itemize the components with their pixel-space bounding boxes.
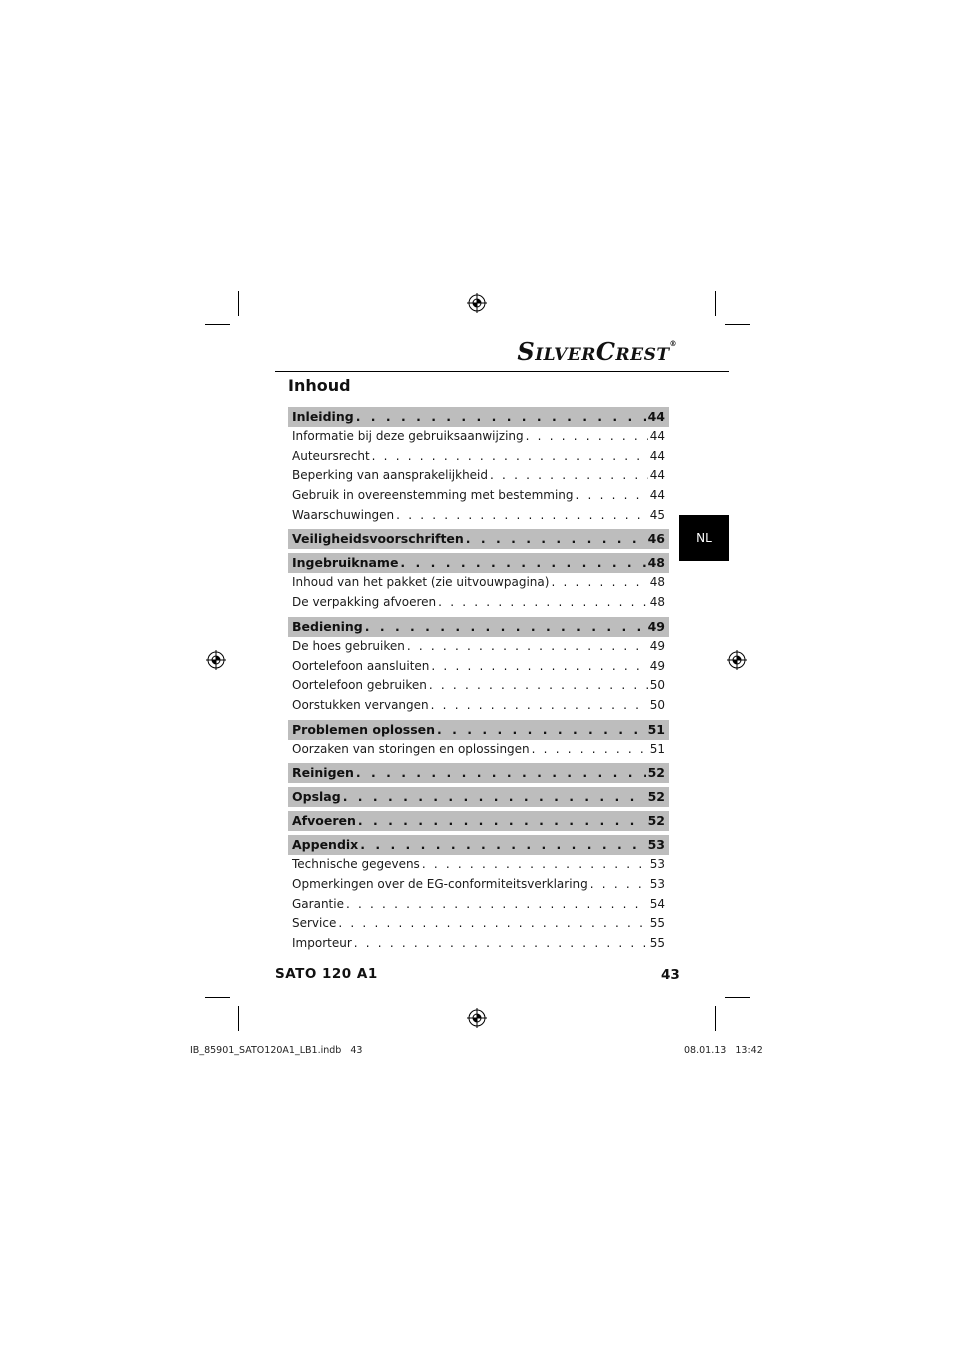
slug-date: 08.01.13 xyxy=(684,1045,727,1056)
slug-time: 13:42 xyxy=(735,1045,763,1056)
toc-page-number: 51 xyxy=(647,721,665,737)
toc-page-number: 50 xyxy=(649,697,665,712)
toc-leader xyxy=(490,466,648,486)
toc-label: Oorstukken vervangen xyxy=(292,697,429,712)
toc-leader xyxy=(437,720,646,740)
toc-leader xyxy=(400,553,645,573)
toc-item-row xyxy=(288,934,669,954)
toc-label: Importeur xyxy=(292,936,352,950)
toc-page-number: 49 xyxy=(649,638,665,653)
toc-leader xyxy=(407,637,648,657)
toc-leader xyxy=(356,407,646,427)
toc-page-number: 52 xyxy=(647,765,665,781)
toc-label: Problemen oplossen xyxy=(292,721,436,737)
toc-leader xyxy=(438,593,648,613)
toc-section-row xyxy=(288,553,669,573)
footer-model: SATO 120 A1 xyxy=(275,966,378,982)
toc-leader xyxy=(358,811,646,831)
toc-page-number: 44 xyxy=(647,409,665,424)
toc-leader xyxy=(526,427,648,447)
crop-mark xyxy=(715,291,716,316)
brand-letters: ILVER xyxy=(535,345,596,365)
toc-leader xyxy=(360,835,645,855)
toc-page-number: 52 xyxy=(647,789,665,805)
slug-filename: IB_85901_SATO120A1_LB1.indb 43 xyxy=(190,1045,363,1056)
toc-section-row xyxy=(288,617,669,637)
toc-leader xyxy=(551,573,647,593)
toc-page-number: 44 xyxy=(649,488,665,503)
toc-item-row xyxy=(288,573,669,593)
toc-label: De hoes gebruiken xyxy=(292,638,405,653)
toc-leader xyxy=(466,529,646,549)
toc-item-row xyxy=(288,486,669,506)
brand-letter: C xyxy=(595,337,616,366)
toc-item-row xyxy=(288,875,669,895)
toc-page-number: 55 xyxy=(649,936,665,950)
toc-item-row xyxy=(288,506,669,526)
toc-leader xyxy=(365,617,646,637)
crop-mark xyxy=(715,1006,716,1031)
toc-leader xyxy=(343,787,646,807)
toc-item-row xyxy=(288,855,669,875)
toc-leader xyxy=(532,740,648,760)
toc-item-row xyxy=(288,593,669,613)
toc-page-number: 49 xyxy=(647,618,665,634)
toc-label: Beperking van aansprakelijkheid xyxy=(292,468,489,483)
toc-label: De verpakking afvoeren xyxy=(292,595,437,610)
toc-label: Waarschuwingen xyxy=(292,507,395,522)
crop-mark xyxy=(205,997,230,998)
toc-page-number: 44 xyxy=(649,429,665,443)
toc-item-row xyxy=(288,466,669,486)
toc-label: Informatie bij deze gebruiksaanwijzing xyxy=(292,429,524,443)
toc-page-number: 50 xyxy=(649,678,665,693)
toc-page-number: 49 xyxy=(649,658,665,673)
toc-label: Ingebruikname xyxy=(292,555,399,571)
toc-leader xyxy=(590,875,648,895)
toc-item-row xyxy=(288,914,669,934)
toc-label: Oorzaken van storingen en oplossingen xyxy=(292,741,530,756)
toc-item-row xyxy=(288,895,669,915)
table-of-contents xyxy=(288,407,669,954)
registration-mark-icon xyxy=(206,650,226,670)
toc-page-number: 48 xyxy=(649,595,665,610)
crop-mark xyxy=(205,324,230,325)
brand-letters: REST xyxy=(615,345,670,365)
toc-item-row xyxy=(288,740,669,760)
toc-section-row xyxy=(288,835,669,855)
toc-page-number: 52 xyxy=(647,813,665,829)
toc-page-number: 53 xyxy=(647,837,665,853)
toc-section-row xyxy=(288,787,669,807)
toc-leader xyxy=(346,895,648,915)
crop-mark xyxy=(725,997,750,998)
registration-mark-icon xyxy=(467,1008,487,1028)
toc-leader xyxy=(354,934,648,954)
toc-page-number: 48 xyxy=(649,575,665,590)
crop-mark xyxy=(238,291,239,316)
toc-label: Inhoud van het pakket (zie uitvouwpagina) xyxy=(292,575,550,590)
toc-label: Bediening xyxy=(292,618,363,634)
toc-label: Veiligheidsvoorschriften xyxy=(292,531,464,547)
toc-label: Oortelefoon aansluiten xyxy=(292,658,430,673)
toc-section-row xyxy=(288,720,669,740)
brand-logo xyxy=(517,337,677,366)
toc-page-number: 48 xyxy=(647,555,665,571)
toc-label: Garantie xyxy=(292,896,344,911)
toc-label: Inleiding xyxy=(292,409,354,424)
toc-item-row xyxy=(288,447,669,467)
toc-section-row xyxy=(288,763,669,783)
toc-page-number: 46 xyxy=(647,531,665,547)
toc-page-number: 53 xyxy=(649,876,665,891)
toc-page-number: 53 xyxy=(649,857,665,872)
toc-page-number: 45 xyxy=(649,507,665,522)
toc-page-number: 54 xyxy=(649,896,665,911)
page-number: 43 xyxy=(661,967,680,983)
toc-item-row xyxy=(288,427,669,447)
registration-mark-icon xyxy=(727,650,747,670)
toc-label: Reinigen xyxy=(292,765,354,781)
crop-mark xyxy=(238,1006,239,1031)
toc-label: Technische gegevens xyxy=(292,857,420,872)
toc-page-number: 44 xyxy=(649,468,665,483)
toc-label: Service xyxy=(292,916,337,931)
toc-item-row xyxy=(288,676,669,696)
toc-leader xyxy=(338,914,647,934)
toc-item-row xyxy=(288,657,669,677)
toc-leader xyxy=(396,506,648,526)
toc-label: Opmerkingen over de EG-conformiteitsverklaring xyxy=(292,876,588,891)
registration-mark-icon xyxy=(467,293,487,313)
toc-page-number: 44 xyxy=(649,448,665,463)
toc-leader xyxy=(372,447,648,467)
slug-timestamp xyxy=(684,1045,763,1056)
registered-mark: ® xyxy=(669,339,677,348)
crop-mark xyxy=(725,324,750,325)
toc-label: Gebruik in overeenstemming met bestemming xyxy=(292,488,574,503)
toc-leader xyxy=(429,676,648,696)
toc-section-row xyxy=(288,529,669,549)
toc-label: Afvoeren xyxy=(292,813,356,829)
toc-label: Auteursrecht xyxy=(292,448,370,463)
toc-leader xyxy=(431,657,647,677)
toc-label: Oortelefoon gebruiken xyxy=(292,678,427,693)
language-tab: NL xyxy=(679,515,729,561)
toc-section-row xyxy=(288,407,669,427)
toc-label: Appendix xyxy=(292,837,359,853)
toc-label: Opslag xyxy=(292,789,341,805)
toc-leader xyxy=(576,486,648,506)
toc-page-number: 51 xyxy=(649,741,665,756)
toc-leader xyxy=(422,855,648,875)
toc-item-row xyxy=(288,637,669,657)
header-rule xyxy=(275,371,729,372)
toc-section-row xyxy=(288,811,669,831)
toc-item-row xyxy=(288,696,669,716)
toc-leader xyxy=(356,763,646,783)
toc-leader xyxy=(431,696,648,716)
page-title: Inhoud xyxy=(288,376,351,395)
toc-page-number: 55 xyxy=(649,916,665,931)
brand-letter: S xyxy=(517,337,536,366)
